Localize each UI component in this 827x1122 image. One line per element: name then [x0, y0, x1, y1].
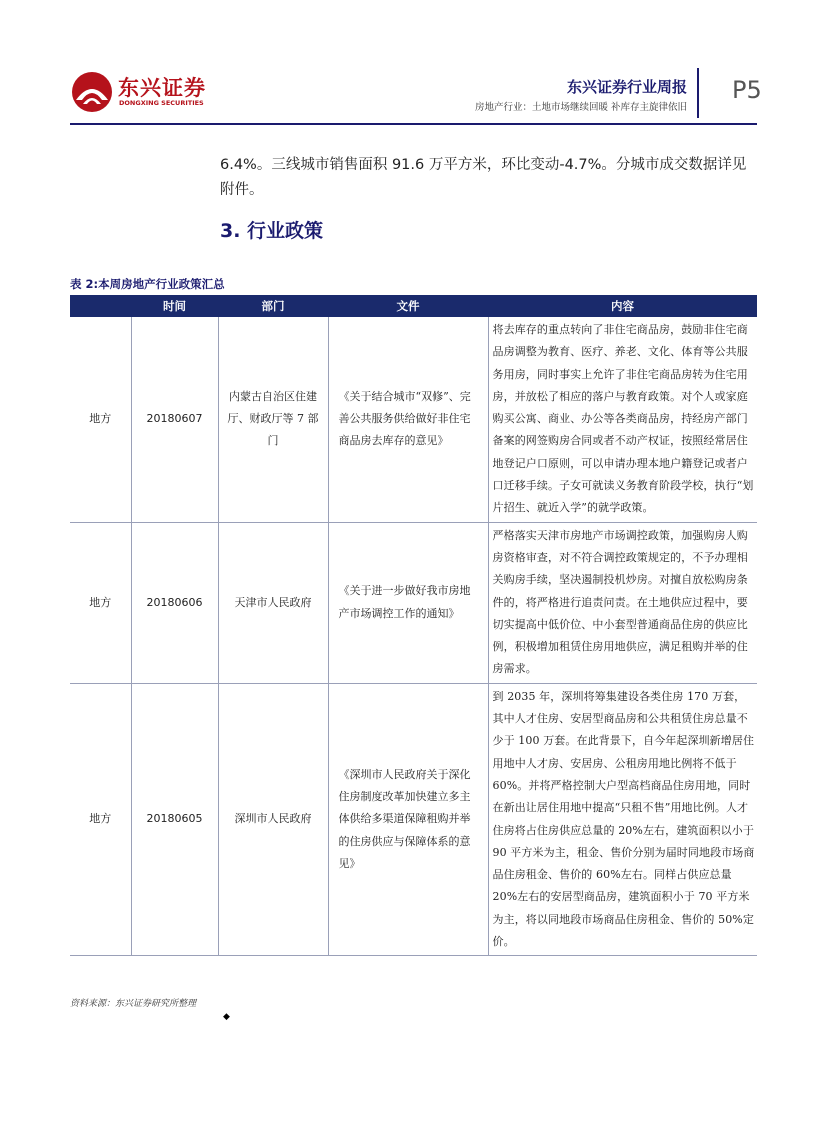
cell-level: 地方: [70, 317, 131, 522]
cell-content: 到 2035 年，深圳将筹集建设各类住房 170 万套，其中人才住房、安居型商品房和公共租赁住房总量不少于 100 万套。在此背景下，自今年起深圳新增居住用地中人才房、安居房、公租房用地比例将不低于 60%。并将严格控制大户型高档商品住房用地，同时在新出让居住用地中提高“只租不售”用地比例。人才住房将占住房供应总量的 20%左右，建筑面积以小于 90 平方米为主，租金、售价分别为届时同地段市场商品住房租金、售价的 60%左右。同样占供应总量 20%左右的安居型商品房，建筑面积小于 70 平方米为主，将以同地段市场商品住房租金、售价的 50%定价。: [488, 683, 757, 956]
table-row: [70, 317, 757, 522]
table-caption: 表 2:本周房地产行业政策汇总: [70, 277, 225, 291]
header-doc: 文件: [328, 295, 488, 317]
header-rule: [70, 123, 757, 125]
section-title: 3. 行业政策: [220, 220, 324, 242]
cell-dept: 深圳市人民政府: [218, 683, 328, 956]
cell-doc: 《深圳市人民政府关于深化住房制度改革加快建立多主体供给多渠道保障租购并举的住房供应与保障体系的意见》: [328, 683, 488, 956]
cell-level: 地方: [70, 683, 131, 956]
cell-content: 将去库存的重点转向了非住宅商品房，鼓励非住宅商品房调整为教育、医疗、养老、文化、体育等公共服务用房，同时事实上允许了非住宅商品房转为住宅用房，并放松了相应的落户与教育政策。对个人或家庭购买公寓、商业、办公等各类商品房，持经房产部门备案的网签购房合同或者不动产权证，按照经常居住地登记户口原则，可以申请办理本地户籍登记或者户口迁移手续。子女可就读义务教育阶段学校，执行“划片招生、就近入学”的就学政策。: [488, 317, 757, 522]
cell-date: 20180607: [131, 317, 218, 522]
page-number: P5: [732, 76, 762, 104]
footer-bullet: ◆: [223, 1012, 230, 1022]
body-paragraph: 6.4%。三线城市销售面积 91.6 万平方米，环比变动-4.7%。分城市成交数据详见附件。: [220, 157, 747, 198]
cell-dept: 内蒙古自治区住建厅、财政厅等 7 部门: [218, 317, 328, 522]
header-dept: 部门: [218, 295, 328, 317]
report-subtitle: 房地产行业：土地市场继续回暖 补库存主旋律依旧: [474, 102, 687, 113]
logo-chinese-name: 东兴证券: [118, 76, 206, 100]
table-row: [70, 522, 757, 683]
cell-level: 地方: [70, 522, 131, 683]
report-title: 东兴证券行业周报: [566, 78, 687, 96]
company-logo: [70, 70, 210, 116]
cell-content: 严格落实天津市房地产市场调控政策，加强购房人购房资格审查，对不符合调控政策规定的，不予办理相关购房手续，坚决遏制投机炒房。对擅自放松购房条件的，将严格进行追责问责。在土地供应过程中，要切实提高中低价位、中小套型普通商品住房的供应比例，积极增加租赁住房用地供应，满足租购并举的住房需求。: [488, 522, 757, 683]
header-level: [70, 295, 131, 317]
cell-date: 20180605: [131, 683, 218, 956]
logo-english-name: DONGXING SECURITIES: [119, 99, 204, 107]
table-header-row: [70, 295, 757, 317]
header-content: 内容: [488, 295, 757, 317]
policy-table: [70, 295, 757, 956]
cell-doc: 《关于结合城市“双修”、完善公共服务供给做好非住宅商品房去库存的意见》: [328, 317, 488, 522]
data-source-note: 资料来源：东兴证券研究所整理: [70, 999, 197, 1009]
header-date: 时间: [131, 295, 218, 317]
table-row: [70, 683, 757, 956]
dongxing-logo-icon: [70, 70, 114, 114]
cell-date: 20180606: [131, 522, 218, 683]
cell-dept: 天津市人民政府: [218, 522, 328, 683]
header-divider: [697, 68, 699, 118]
cell-doc: 《关于进一步做好我市房地产市场调控工作的通知》: [328, 522, 488, 683]
